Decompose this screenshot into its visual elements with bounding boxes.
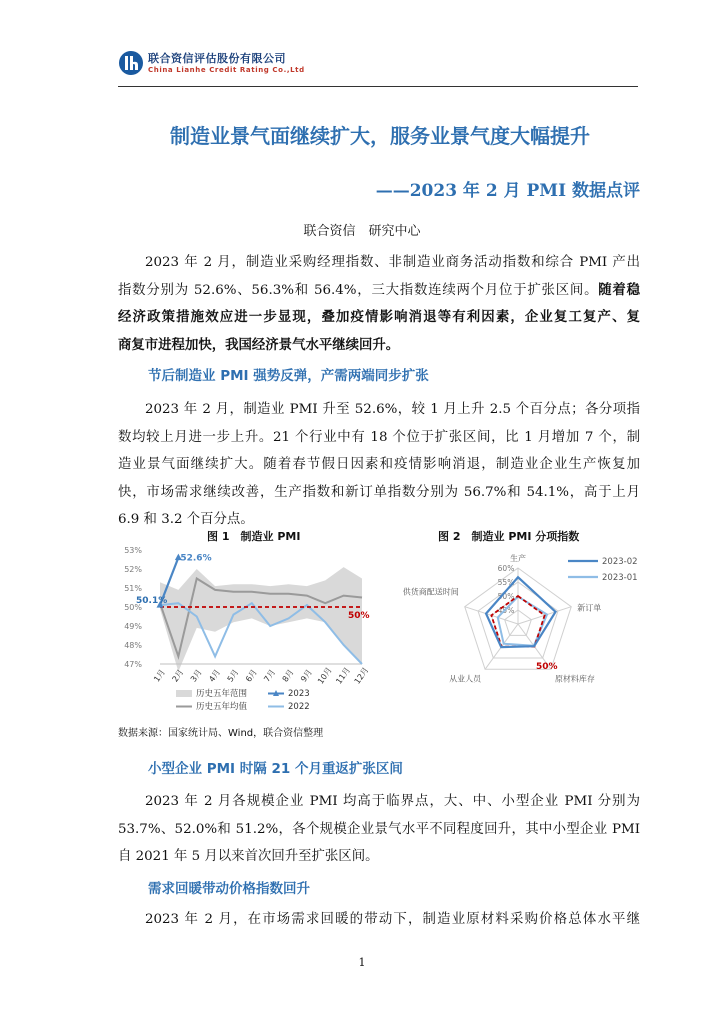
intro-line-2-bold: 随着稳 [598, 282, 640, 298]
c1-xtick-label: 12月 [352, 665, 371, 686]
figure-1-pmi-line-chart [118, 542, 380, 722]
c2-legend-label: 2023-01 [602, 573, 638, 583]
company-name-cn: 联合资信评估股份有限公司 [148, 52, 286, 65]
c1-legend-label: 历史五年均值 [196, 702, 248, 712]
c2-rtick-label: 60% [497, 564, 515, 573]
c1-ytick-label: 49% [124, 622, 142, 631]
header-divider [118, 86, 638, 87]
c1-xtick-label: 10月 [315, 665, 334, 686]
c1-ytick-label: 50% [124, 603, 142, 612]
c1-xtick-label: 5月 [225, 667, 241, 684]
section-3-line-1: 2023 年 2 月，在市场需求回暖的带动下，制造业原材料采购价格总体水平继 [145, 912, 640, 927]
c2-grid-group [465, 564, 572, 669]
c1-range-band-group [160, 567, 362, 672]
section-2-line-1: 2023 年 2 月各规模企业 PMI 均高于临界点，大、中、小型企业 PMI 分别为 [145, 794, 640, 809]
c1-legend-label: 历史五年范围 [196, 689, 248, 699]
data-source-note: 数据来源：国家统计局、Wind，联合资信整理 [118, 728, 324, 739]
document-author: 联合资信 研究中心 [303, 224, 421, 239]
c1-ytick-label: 47% [124, 660, 142, 669]
intro-line-1: 2023 年 2 月，制造业采购经理指数、非制造业商务活动指数和综合 PMI 产出 [145, 255, 640, 270]
page-number: 1 [358, 956, 366, 969]
c2-annotation-50: 50% [536, 662, 558, 672]
document-subtitle: ——2023 年 2 月 PMI 数据点评 [375, 181, 640, 201]
c1-xtick-label: 2月 [170, 667, 186, 684]
c1-legend [176, 688, 310, 712]
c2-rtick-label: 45% [497, 606, 515, 615]
figure-1-caption: 图 1 制造业 PMI [207, 530, 301, 543]
c1-legend-swatch-band [176, 690, 192, 697]
c1-range-band [160, 567, 362, 672]
intro-line-2 [118, 277, 640, 305]
section-1-line-3: 造业景气面继续扩大。随着春节假日因素和疫情影响消退，制造业企业生产恢复加 [118, 457, 640, 472]
c1-ytick-label: 48% [124, 641, 142, 650]
c1-xtick-label: 3月 [188, 667, 204, 684]
c1-annotation-50: 50% [348, 611, 370, 621]
section-1-line-5: 6.9 和 3.2 个百分点。 [118, 512, 254, 527]
c2-axis-label: 供货商配送时间 [402, 587, 459, 597]
c1-xtick-label: 7月 [262, 667, 278, 684]
c1-xtick-label: 6月 [243, 667, 259, 684]
figure-2-subindex-radar-chart [398, 542, 648, 722]
intro-line-4: 商复市进程加快，我国经济景气水平继续回升。 [118, 337, 400, 353]
section-1-line-1: 2023 年 2 月，制造业 PMI 升至 52.6%，较 1 月上升 2.5 个百分点；各分项指 [145, 402, 640, 417]
intro-line-2-text: 指数分别为 52.6%、56.3%和 56.4%，三大指数连续两个月位于扩张区间。 [118, 282, 599, 298]
c1-xtick-label: 4月 [207, 667, 223, 684]
c1-ytick-label: 53% [124, 546, 142, 555]
c2-axis-label: 新订单 [577, 603, 602, 613]
section-1-line-4: 快，市场需求继续改善，生产指数和新订单指数分别为 56.7%和 54.1%，高于上月 [118, 484, 640, 500]
c1-legend-label: 2022 [288, 702, 310, 712]
c1-ytick-label: 51% [124, 584, 142, 593]
c2-axis-label: 生产 [510, 554, 526, 563]
section-2-line-3: 自 2021 年 5 月以来首次回升至扩张区间。 [118, 849, 379, 864]
c1-annotation-start: 50.1% [136, 596, 168, 607]
c2-legend [568, 557, 638, 583]
c2-rtick-label: 50% [497, 592, 515, 601]
c1-xtick-label: 1月 [152, 667, 168, 684]
c1-ytick-label: 52% [124, 565, 142, 574]
section-2-heading: 小型企业 PMI 时隔 21 个月重返扩张区间 [148, 761, 403, 777]
document-title: 制造业景气面继续扩大，服务业景气度大幅提升 [170, 124, 590, 148]
c1-xtick-label: 8月 [280, 667, 296, 684]
section-2-paragraph [118, 788, 640, 871]
section-1-paragraph [118, 396, 640, 534]
section-3-heading: 需求回暖带动价格指数回升 [148, 881, 310, 897]
section-1-heading: 节后制造业 PMI 强势反弹，产需两端同步扩张 [148, 368, 429, 384]
intro-paragraph [118, 249, 640, 359]
figure-2-caption: 图 2 制造业 PMI 分项指数 [438, 530, 580, 543]
c2-axis-label: 原材料库存 [554, 674, 595, 684]
section-3-paragraph [118, 906, 640, 934]
c1-legend-label: 2023 [288, 689, 310, 699]
c1-annotation-high: 52.6% [180, 553, 212, 564]
c2-legend-label: 2023-02 [602, 557, 638, 567]
section-1-line-2: 数均较上月进一步上升。21 个行业中有 18 个位于扩张区间，比 1 月增加 7 个，制 [118, 429, 640, 445]
intro-line-3: 经济政策措施效应进一步显现，叠加疫情影响消退等有利因素，企业复工复产、复 [118, 310, 640, 325]
company-name-en: China Lianhe Credit Rating Co.,Ltd [148, 66, 305, 74]
c2-rtick-label: 55% [497, 578, 515, 587]
c1-xtick-label: 9月 [299, 667, 314, 684]
c2-axis-label: 从业人员 [449, 674, 482, 684]
c1-xtick-label: 11月 [334, 665, 353, 686]
page-header [118, 48, 638, 90]
section-2-line-2: 53.7%、52.0%和 51.2%，各个规模企业景气水平不同程度回升，其中小型企业 PMI [118, 821, 640, 837]
company-logo-icon [118, 50, 144, 76]
